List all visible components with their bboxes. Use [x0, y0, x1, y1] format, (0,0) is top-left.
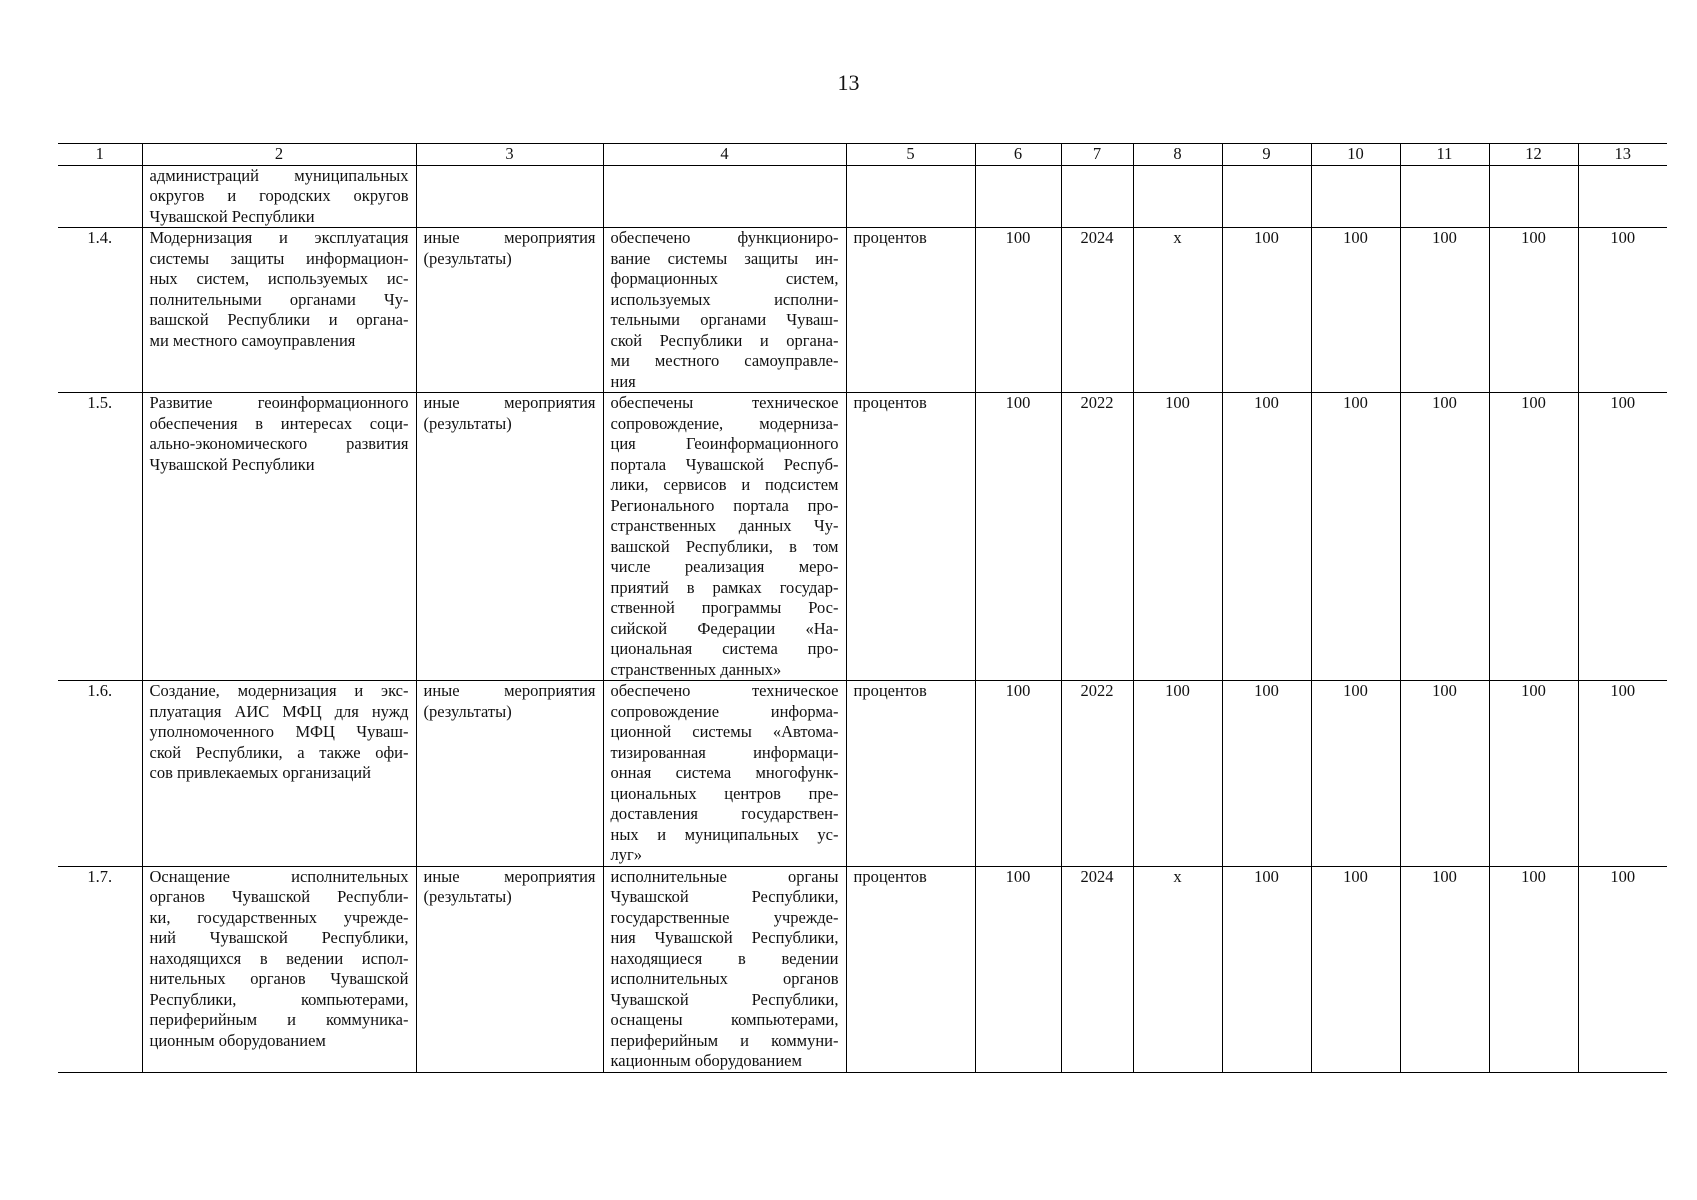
event-result-line: сийской Федерации «На- — [610, 618, 839, 638]
event-result-line: числе реализация меро- — [610, 557, 839, 576]
event-type-line: иные мероприятия — [423, 681, 596, 700]
event-result-line: тизированная информаци- — [610, 742, 839, 762]
cell-value: х — [1173, 228, 1182, 247]
cell-value: 100 — [1521, 228, 1546, 247]
cell-value: 100 — [1165, 393, 1190, 412]
event-type-line: иные мероприятия — [423, 866, 596, 886]
cell-value: 100 — [1521, 681, 1546, 700]
row-number: 1.5. — [87, 393, 113, 412]
event-result-line: формационных систем, — [610, 269, 839, 288]
cell-value: 100 — [1343, 393, 1368, 412]
cell-value: х — [1173, 866, 1182, 886]
event-name-line: Оснащение исполнительных — [149, 866, 409, 886]
unit-value: процентов — [853, 393, 927, 412]
value-cell — [975, 681, 1061, 867]
cell-value: 100 — [1254, 228, 1279, 247]
event-result-line: находящиеся в ведении — [610, 948, 839, 968]
column-header: 2 — [142, 144, 416, 166]
event-name-line: ки, государственных учрежде- — [149, 907, 409, 927]
unit-cell — [846, 165, 975, 228]
event-result-line: портала Чувашской Респуб- — [610, 454, 839, 474]
event-name-line: органов Чувашской Республи- — [149, 887, 409, 906]
event-name-line: Чувашской Республики — [149, 454, 315, 474]
value-cell — [1222, 228, 1311, 393]
event-name-cell — [142, 866, 416, 1072]
event-name-line: уполномоченного МФЦ Чуваш- — [149, 722, 409, 741]
event-result-line: онная система многофунк- — [610, 763, 839, 782]
cell-value: 100 — [1165, 681, 1190, 700]
event-result-line: вашской Республики, в том — [610, 536, 839, 556]
event-result-line: Чувашской Республики, — [610, 887, 839, 906]
event-result-line: доставления государствен- — [610, 804, 839, 823]
event-name-line: ской Республики, а также офи- — [149, 742, 409, 762]
event-result-line: приятий в рамках государ- — [610, 577, 839, 597]
column-header: 1 — [58, 144, 142, 166]
event-result-line: ных и муниципальных ус- — [610, 824, 839, 844]
value-cell — [1489, 393, 1578, 681]
event-name-line: системы защиты информацион- — [149, 248, 409, 268]
event-name-line: нительных органов Чувашской — [149, 969, 409, 988]
event-result-line: ния Чувашской Республики, — [610, 928, 839, 947]
cell-value: 100 — [1005, 866, 1031, 886]
event-result-line: Регионального портала про- — [610, 495, 839, 515]
cell-value: 100 — [1610, 681, 1636, 700]
cell-value: 100 — [1610, 866, 1636, 886]
event-result-cell — [603, 681, 846, 867]
value-cell — [1578, 228, 1667, 393]
value-cell — [1061, 228, 1133, 393]
value-cell — [1061, 393, 1133, 681]
event-result-line: сопровождение информа- — [610, 701, 839, 721]
cell-value: 100 — [1254, 681, 1279, 700]
event-name-cell — [142, 228, 416, 393]
cell-value: 100 — [1610, 228, 1636, 247]
unit-cell — [846, 393, 975, 681]
event-type-line: (результаты) — [423, 701, 512, 721]
event-type-cell — [416, 681, 603, 867]
event-name-cell — [142, 165, 416, 228]
value-cell — [1133, 228, 1222, 393]
table-row — [58, 393, 1667, 681]
event-name-cell — [142, 681, 416, 867]
cell-value: 100 — [1254, 393, 1279, 412]
event-result-line: ственной программы Рос- — [610, 598, 839, 617]
cell-value: 100 — [1254, 866, 1279, 886]
value-cell — [1489, 866, 1578, 1072]
value-cell — [1133, 681, 1222, 867]
value-cell — [975, 866, 1061, 1072]
value-cell — [1311, 866, 1400, 1072]
event-name-line: ми местного самоуправления — [149, 330, 356, 350]
event-result-line: ния — [610, 371, 636, 391]
value-cell — [1400, 866, 1489, 1072]
value-cell — [1222, 681, 1311, 867]
value-cell — [1133, 866, 1222, 1072]
event-result-line: Чувашской Республики, — [610, 989, 839, 1009]
cell-value: 2024 — [1080, 866, 1114, 886]
value-cell — [975, 165, 1061, 228]
value-cell — [1222, 165, 1311, 228]
event-name-line: ционным оборудованием — [149, 1030, 326, 1050]
event-result-line: обеспечено функциониро- — [610, 228, 839, 247]
event-name-line: обеспечения в интересах соци- — [149, 413, 409, 433]
event-name-line: Республики, компьютерами, — [149, 989, 409, 1009]
unit-value: процентов — [853, 228, 927, 247]
cell-value: 2024 — [1080, 228, 1114, 247]
event-type-cell — [416, 228, 603, 393]
event-name-line: Чувашской Республики — [149, 206, 315, 226]
value-cell — [1133, 165, 1222, 228]
cell-value: 100 — [1005, 228, 1031, 247]
event-result-line: кационным оборудованием — [610, 1051, 802, 1070]
unit-value: процентов — [853, 681, 927, 700]
value-cell — [1400, 681, 1489, 867]
row-number-cell — [58, 393, 142, 681]
value-cell — [1222, 393, 1311, 681]
cell-value: 100 — [1521, 866, 1546, 886]
event-result-line: государственные учрежде- — [610, 907, 839, 927]
value-cell — [1311, 393, 1400, 681]
value-cell — [975, 393, 1061, 681]
event-result-line: исполнительные органы — [610, 866, 839, 886]
event-result-line: лики, сервисов и подсистем — [610, 475, 839, 494]
value-cell — [1133, 393, 1222, 681]
event-name-line: Модернизация и эксплуатация — [149, 228, 409, 247]
unit-value: процентов — [853, 866, 927, 886]
cell-value: 100 — [1432, 393, 1457, 412]
event-name-line: ных систем, используемых ис- — [149, 269, 409, 288]
column-header: 10 — [1311, 144, 1400, 166]
event-name-line: находящихся в ведении испол- — [149, 948, 409, 968]
page-number: 13 — [837, 70, 860, 95]
event-result-line: периферийным и коммуни- — [610, 1030, 839, 1050]
event-result-line: ми местного самоуправле- — [610, 351, 839, 370]
unit-cell — [846, 866, 975, 1072]
event-type-cell — [416, 866, 603, 1072]
event-result-cell — [603, 866, 846, 1072]
event-result-line: обеспечены техническое — [610, 393, 839, 412]
event-type-line: (результаты) — [423, 887, 512, 906]
column-header: 8 — [1133, 144, 1222, 166]
cell-value: 100 — [1343, 228, 1368, 247]
value-cell — [1578, 866, 1667, 1072]
event-name-line: сов привлекаемых организаций — [149, 763, 371, 782]
cell-value: 2022 — [1080, 681, 1114, 700]
value-cell — [975, 228, 1061, 393]
column-header: 12 — [1489, 144, 1578, 166]
table-row — [58, 165, 1667, 228]
value-cell — [1400, 228, 1489, 393]
value-cell — [1061, 866, 1133, 1072]
event-result-line: ционной системы «Автома- — [610, 722, 839, 741]
table-row — [58, 866, 1667, 1072]
event-result-line: вание системы защиты ин- — [610, 248, 839, 268]
event-type-cell — [416, 165, 603, 228]
value-cell — [1400, 165, 1489, 228]
value-cell — [1578, 681, 1667, 867]
column-header: 3 — [416, 144, 603, 166]
row-number-cell — [58, 866, 142, 1072]
row-number-cell — [58, 681, 142, 867]
column-header: 7 — [1061, 144, 1133, 166]
value-cell — [1578, 165, 1667, 228]
cell-value: 100 — [1343, 866, 1368, 886]
event-name-line: плуатация АИС МФЦ для нужд — [149, 701, 409, 721]
column-header: 13 — [1578, 144, 1667, 166]
event-name-line: ний Чувашской Республики, — [149, 928, 409, 947]
event-result-cell — [603, 393, 846, 681]
event-type-line: (результаты) — [423, 413, 512, 433]
event-result-line: странственных данных Чу- — [610, 516, 839, 535]
event-result-line: циональная система про- — [610, 639, 839, 658]
event-name-line: округов и городских округов — [149, 186, 409, 205]
event-name-line: ально-экономического развития — [149, 434, 409, 453]
header-row — [58, 144, 1667, 166]
cell-value: 100 — [1343, 681, 1368, 700]
value-cell — [1489, 165, 1578, 228]
value-cell — [1400, 393, 1489, 681]
value-cell — [1311, 165, 1400, 228]
row-number: 1.6. — [87, 681, 113, 700]
cell-value: 100 — [1005, 681, 1031, 700]
value-cell — [1489, 681, 1578, 867]
value-cell — [1311, 228, 1400, 393]
column-header: 11 — [1400, 144, 1489, 166]
cell-value: 100 — [1005, 393, 1031, 412]
event-result-line: обеспечено техническое — [610, 681, 839, 700]
event-result-line: циональных центров пре- — [610, 783, 839, 803]
event-name-line: вашской Республики и органа- — [149, 310, 409, 329]
event-name-line: Развитие геоинформационного — [149, 393, 409, 412]
event-result-line: странственных данных» — [610, 659, 782, 679]
column-header: 6 — [975, 144, 1061, 166]
column-header: 5 — [846, 144, 975, 166]
event-result-line: тельными органами Чуваш- — [610, 310, 839, 329]
cell-value: 100 — [1521, 393, 1546, 412]
cell-value: 100 — [1432, 228, 1457, 247]
indicators-table — [58, 143, 1667, 1073]
event-type-line: иные мероприятия — [423, 393, 596, 412]
table-row — [58, 228, 1667, 393]
value-cell — [1061, 681, 1133, 867]
event-result-line: оснащены компьютерами, — [610, 1010, 839, 1029]
unit-cell — [846, 228, 975, 393]
event-type-cell — [416, 393, 603, 681]
event-result-cell — [603, 228, 846, 393]
column-header: 4 — [603, 144, 846, 166]
event-result-line: ция Геоинформационного — [610, 434, 839, 453]
unit-cell — [846, 681, 975, 867]
value-cell — [1489, 228, 1578, 393]
event-result-line: луг» — [610, 845, 643, 864]
row-number-cell — [58, 228, 142, 393]
cell-value: 100 — [1610, 393, 1636, 412]
event-result-line: исполнительных органов — [610, 969, 839, 988]
event-result-line: ской Республики и органа- — [610, 330, 839, 350]
cell-value: 2022 — [1080, 393, 1114, 412]
event-name-line: администраций муниципальных — [149, 165, 409, 185]
event-name-cell — [142, 393, 416, 681]
table-row — [58, 681, 1667, 867]
value-cell — [1222, 866, 1311, 1072]
table-body — [58, 165, 1667, 1072]
event-result-line: используемых исполни- — [610, 289, 839, 309]
row-number: 1.7. — [87, 866, 113, 886]
event-name-line: периферийным и коммуника- — [149, 1010, 409, 1029]
event-type-line: иные мероприятия — [423, 228, 596, 247]
event-name-line: полнительными органами Чу- — [149, 289, 409, 309]
column-header: 9 — [1222, 144, 1311, 166]
row-number: 1.4. — [87, 228, 113, 247]
value-cell — [1578, 393, 1667, 681]
event-type-line: (результаты) — [423, 248, 512, 268]
cell-value: 100 — [1432, 681, 1457, 700]
event-result-cell — [603, 165, 846, 228]
cell-value: 100 — [1432, 866, 1457, 886]
event-result-line: сопровождение, модерниза- — [610, 413, 839, 433]
row-number-cell — [58, 165, 142, 228]
value-cell — [1311, 681, 1400, 867]
event-name-line: Создание, модернизация и экс- — [149, 681, 409, 700]
value-cell — [1061, 165, 1133, 228]
